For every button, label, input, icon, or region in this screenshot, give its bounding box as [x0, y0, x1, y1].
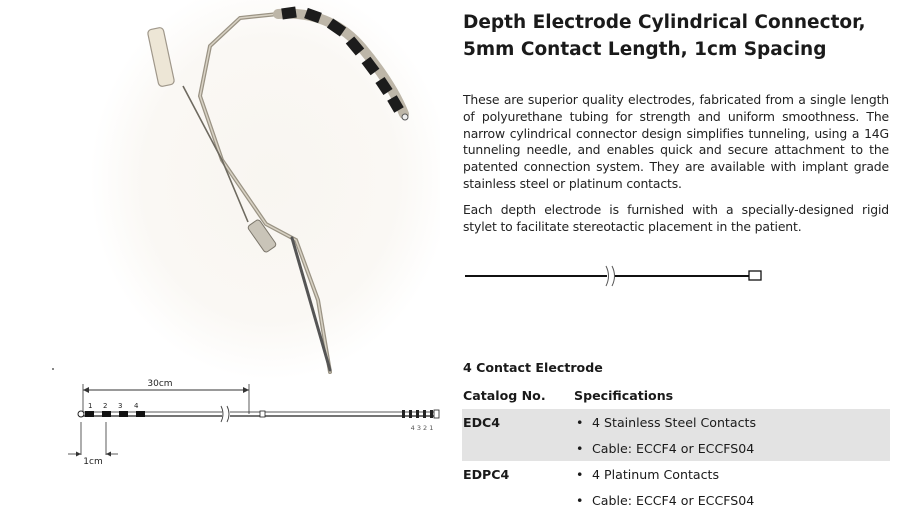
spec-text: Cable: ECCF4 or ECCFS04	[592, 492, 755, 508]
bullet: •	[576, 466, 584, 482]
spec-item	[574, 435, 890, 461]
table-row	[462, 435, 890, 461]
stylet-drawing	[463, 262, 773, 292]
table-row	[462, 487, 890, 513]
spec-text: Cable: ECCF4 or ECCFS04	[592, 440, 755, 456]
specifications-table	[462, 382, 890, 513]
description-paragraph-1: These are superior quality electrodes, fabricated from a single length of polyurethane tubing for strength and uniform smoothness. The narrow cylindrical connector design simplifies tunneling, using a 14G tunneling needle, and enables quick and secure attachment to the patented connection system. They are available with implant grade stainless steel or platinum contacts.	[463, 92, 889, 191]
bullet: •	[576, 414, 584, 430]
section-title: 4 Contact Electrode	[463, 360, 603, 375]
contact-number: 2	[103, 402, 108, 410]
table-row	[462, 461, 890, 487]
contact-1	[85, 411, 94, 417]
length-label: 30cm	[147, 379, 173, 389]
catalog-number	[462, 435, 574, 461]
bullet: •	[576, 492, 584, 508]
catalog-number	[462, 487, 574, 513]
bullet: •	[576, 440, 584, 456]
column-header-catalog: Catalog No.	[463, 388, 546, 403]
spec-item	[574, 461, 890, 487]
contact-number: 1	[88, 402, 93, 410]
contact-3	[119, 411, 128, 417]
contact-number: 4	[134, 402, 139, 410]
catalog-number: EDPC4	[463, 466, 510, 482]
contact-2	[102, 411, 111, 417]
page-title	[463, 9, 893, 63]
spacing-label: 1cm	[83, 457, 103, 467]
table-row	[462, 409, 890, 435]
spec-text: 4 Platinum Contacts	[592, 466, 720, 482]
electrode-photo	[0, 0, 440, 380]
title-line-2: 5mm Contact Length, 1cm Spacing	[463, 39, 827, 60]
table-header-row	[462, 382, 890, 409]
contact-number: 3	[118, 402, 123, 410]
catalog-number: EDC4	[462, 409, 574, 435]
electrode-dimension-drawing	[50, 362, 460, 472]
connector-numbers: 4 3 2 1	[410, 424, 434, 432]
spec-item	[574, 409, 890, 435]
column-header-specifications: Specifications	[574, 388, 674, 403]
title-line-1: Depth Electrode Cylindrical Connector,	[463, 12, 866, 33]
spec-item	[574, 487, 890, 513]
contact-4	[136, 411, 145, 417]
description-paragraph-2: Each depth electrode is furnished with a specially-designed rigid stylet to facilitate stereotactic placement in the patient.	[463, 202, 889, 234]
spec-text: 4 Stainless Steel Contacts	[592, 414, 757, 430]
